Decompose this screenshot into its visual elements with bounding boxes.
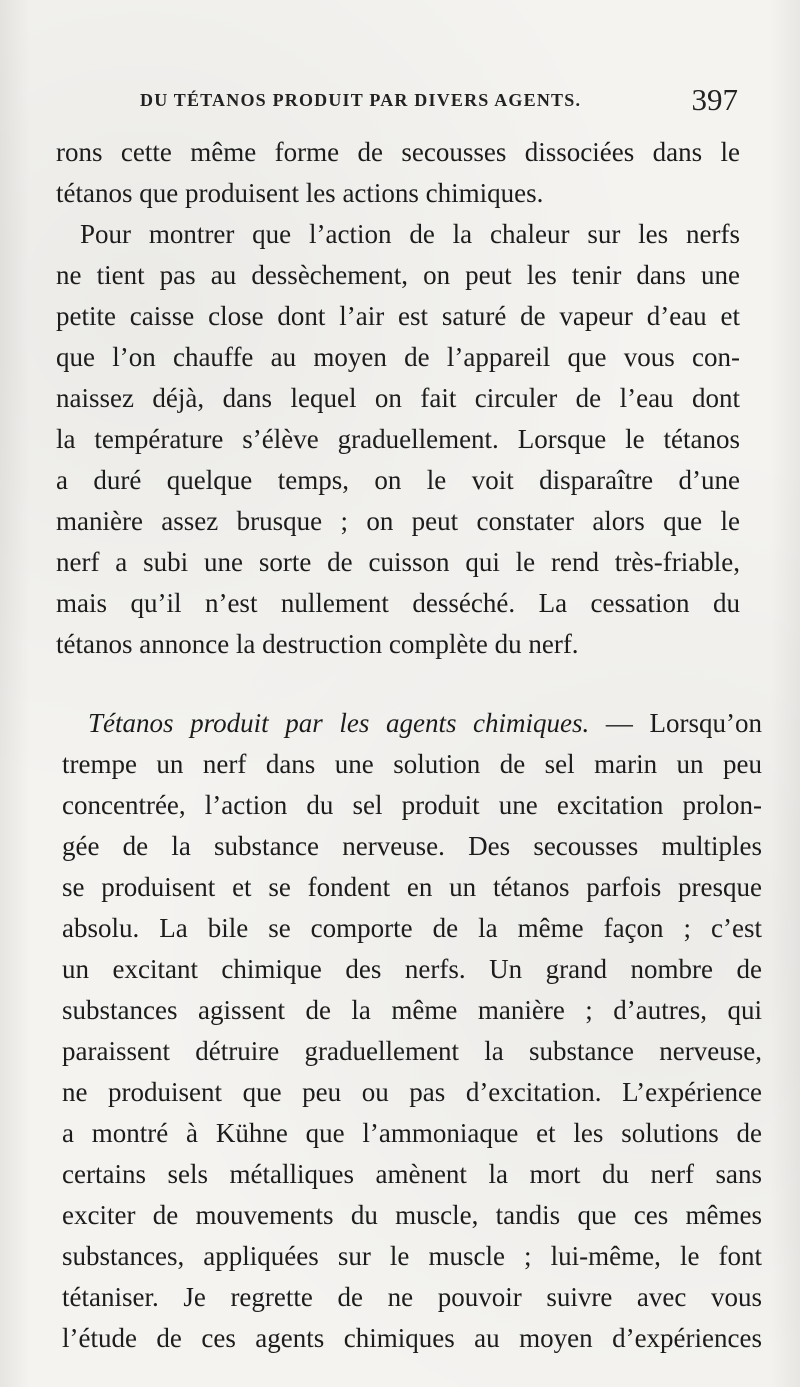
text-line: que l’on chauffe au moyen de l’appareil que vous con- [56,342,740,372]
section-heading-rest: — Lorsqu’on [589,708,762,738]
text-line: naissez déjà, dans lequel on fait circuler de l’eau dont [56,383,740,413]
text-line: tétanos annonce la destruction complète du nerf. [56,629,579,659]
section-heading: Tétanos produit par les agents chimiques. [88,708,590,738]
text-line: concentrée, l’action du sel produit une excitation prolon- [62,790,762,820]
text-line: substances, appliquées sur le muscle ; lui-même, le font [62,1241,762,1271]
text-line: tétanos que produisent les actions chimiques. [56,178,544,208]
text-line: absolu. La bile se comporte de la même façon ; c’est [62,913,762,943]
text-line: l’étude de ces agents chimiques au moyen d’expériences [62,1323,762,1353]
text-line: rons cette même forme de secousses dissociées dans le [56,137,740,167]
text-line: se produisent et se fondent en un tétanos parfois presque [62,872,762,902]
page-number: 397 [691,82,738,117]
text-line: trempe un nerf dans une solution de sel marin un peu [62,749,762,779]
text-line: tétaniser. Je regrette de ne pouvoir suivre avec vous [62,1282,762,1312]
section-first-line [88,703,762,744]
text-line: a duré quelque temps, on le voit disparaître d’une [56,465,740,495]
text-line: exciter de mouvements du muscle, tandis que ces mêmes [62,1200,762,1230]
text-line: un excitant chimique des nerfs. Un grand nombre de [62,954,762,984]
page-header [0,82,800,122]
text-line: a montré à Kühne que l’ammoniaque et les solutions de [62,1118,762,1148]
text-line: substances agissent de la même manière ; d’autres, qui [62,995,762,1025]
text-line: mais qu’il n’est nullement desséché. La cessation du [56,588,740,618]
text-line: paraissent détruire graduellement la substance nerveuse, [62,1036,762,1066]
text-line: petite caisse close dont l’air est saturé de vapeur d’eau et [56,301,740,331]
text-line: nerf a subi une sorte de cuisson qui le rend très-friable, [56,547,740,577]
text-line: Pour montrer que l’action de la chaleur sur les nerfs [80,219,740,249]
text-line: la température s’élève graduellement. Lorsque le tétanos [56,424,740,454]
running-title: DU TÉTANOS PRODUIT PAR DIVERS AGENTS. [140,90,582,110]
text-line: manière assez brusque ; on peut constater alors que le [56,506,740,536]
text-line: ne tient pas au dessèchement, on peut les tenir dans une [56,260,740,290]
text-line: certains sels métalliques amènent la mort du nerf sans [62,1159,762,1189]
text-line: gée de la substance nerveuse. Des secousses multiples [62,831,762,861]
text-line: ne produisent que peu ou pas d’excitation. L’expérience [62,1077,762,1107]
